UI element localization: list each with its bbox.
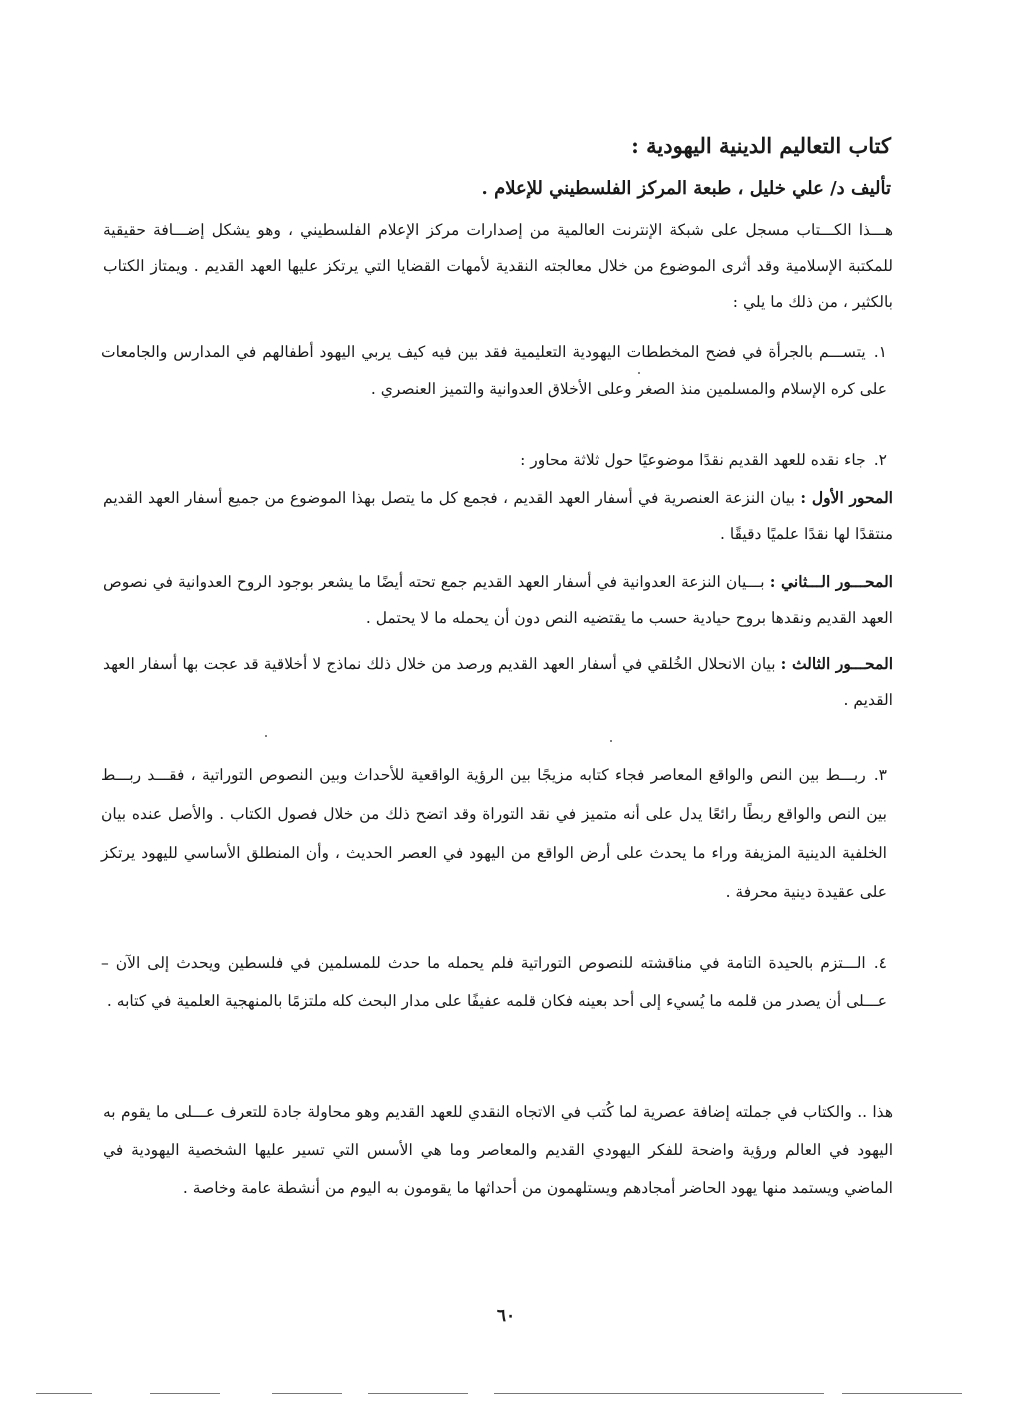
scan-speck	[265, 735, 267, 737]
list-item-1	[101, 334, 887, 408]
axis-text: بيان النزعة العنصرية في أسفار العهد القديم ، فجمع كل ما يتصل بهذا الموضوع من جميع أسفار العهد القديم منتقدًا لها نقدًا علميًا دقيقًا .	[103, 489, 893, 543]
footer-rule	[494, 1393, 824, 1394]
axis-label: المحور الأول :	[800, 488, 893, 507]
list-item-text: جاء نقده للعهد القديم نقدًا موضوعيًا حول ثلاثة محاور :	[520, 451, 866, 469]
scan-speck	[638, 372, 640, 374]
scan-speck	[610, 740, 612, 742]
list-item-text: يتســـم بالجرأة في فضح المخططات اليهودية التعليمية فقد بين فيه كيف يربي اليهود أطفالهم في المدارس والجامعات على كره الإسلام والمسلمين منذ الصغر وعلى الأخلاق العدوانية والتميز العنصري .	[101, 343, 887, 398]
list-number: ١.	[873, 343, 887, 361]
axis-paragraph-3	[103, 646, 893, 718]
axis-label: المحـــور الـــثاني :	[769, 572, 893, 591]
list-item-3	[101, 756, 887, 912]
list-number: ٣.	[873, 766, 887, 784]
footer-rule	[150, 1393, 220, 1394]
list-item-text: ربـــط بين النص والواقع المعاصر فجاء كتابه مزيجًا بين الرؤية الواقعية للأحداث وبين النصوص التوراتية ، فقـــد ربـــط بين النص والواقع ربطًا رائعًا يدل على أنه متميز في نقد التوراة وقد اتضح ذلك من خلال فصول الكتاب . والأصل عنده بيان الخلفية الدينية المزيفة وراء ما يحدث على أرض الواقع من اليهود في العصر الحديث ، وأن المنطلق الأساسي لليهود يرتكز على عقيدة دينية محرفة .	[101, 766, 887, 901]
list-item-text: الـــتزم بالحيدة التامة في مناقشته للنصوص التوراتية فلم يحمله ما حدث للمسلمين في فلسطين ويحدث إلى الآن – عـــلى أن يصدر من قلمه ما يُسيء إلى أحد بعينه فكان قلمه عفيفًا على مدار البحث كله ملتزمًا بالمنهجية العلمية في كتابه .	[101, 954, 887, 1010]
intro-paragraph: هـــذا الكـــتاب مسجل على شبكة الإنترنت العالمية من إصدارات مركز الإعلام الفلسطيني ، وهو يشكل إضـــافة حقيقية للمكتبة الإسلامية وقد أثرى الموضوع من خلال معالجته النقدية لأمهات القضايا التي يرتكز عليها العهد القديم . ويمتاز الكتاب بالكثير ، من ذلك ما يلي :	[103, 221, 893, 311]
axis-text: بيان الانحلال الخُلقي في أسفار العهد القديم ورصد من خلال ذلك نماذج لا أخلاقية قد عجت بها أسفار العهد القديم .	[103, 655, 893, 709]
conclusion-paragraph: هذا .. والكتاب في جملته إضافة عصرية لما كُتب في الاتجاه النقدي للعهد القديم وهو محاولة جادة للتعرف عـــلى ما يقوم به اليهود في العالم ورؤية واضحة للفكر اليهودي القديم والمعاصر وما هي الأسس التي تسير عليها الشخصية اليهودية في الماضي ويستمد منها يهود الحاضر أمجادهم ويستلهمون من أحداثها ما يقومون به اليوم من أنشطة عامة وخاصة .	[103, 1103, 894, 1197]
footer-rule	[272, 1393, 342, 1394]
footer-rule	[842, 1393, 962, 1394]
axis-paragraph-2	[103, 564, 893, 636]
axis-label: المحـــور الثالث :	[780, 654, 894, 673]
footer-rule	[368, 1393, 468, 1394]
page-number: ٦٠	[496, 1306, 516, 1326]
book-title: كتاب التعاليم الدينية اليهودية :	[631, 133, 891, 158]
list-item-4	[101, 944, 887, 1020]
axis-paragraph-1	[103, 480, 893, 552]
book-author-line: تأليف د/ علي خليل ، طبعة المركز الفلسطيني للإعلام .	[481, 178, 891, 199]
footer-rule	[36, 1393, 92, 1394]
axis-text: بـــيان النزعة العدوانية في أسفار العهد القديم جمع تحته أيضًا ما يشعر بوجود الروح العدوانية في نصوص العهد القديم ونقدها بروح حيادية حسب ما يقتضيه النص دون أن يحمله ما لا يحتمل .	[103, 573, 893, 627]
list-number: ٤.	[873, 954, 887, 972]
list-item-2	[97, 442, 887, 479]
list-number: ٢.	[873, 451, 887, 469]
